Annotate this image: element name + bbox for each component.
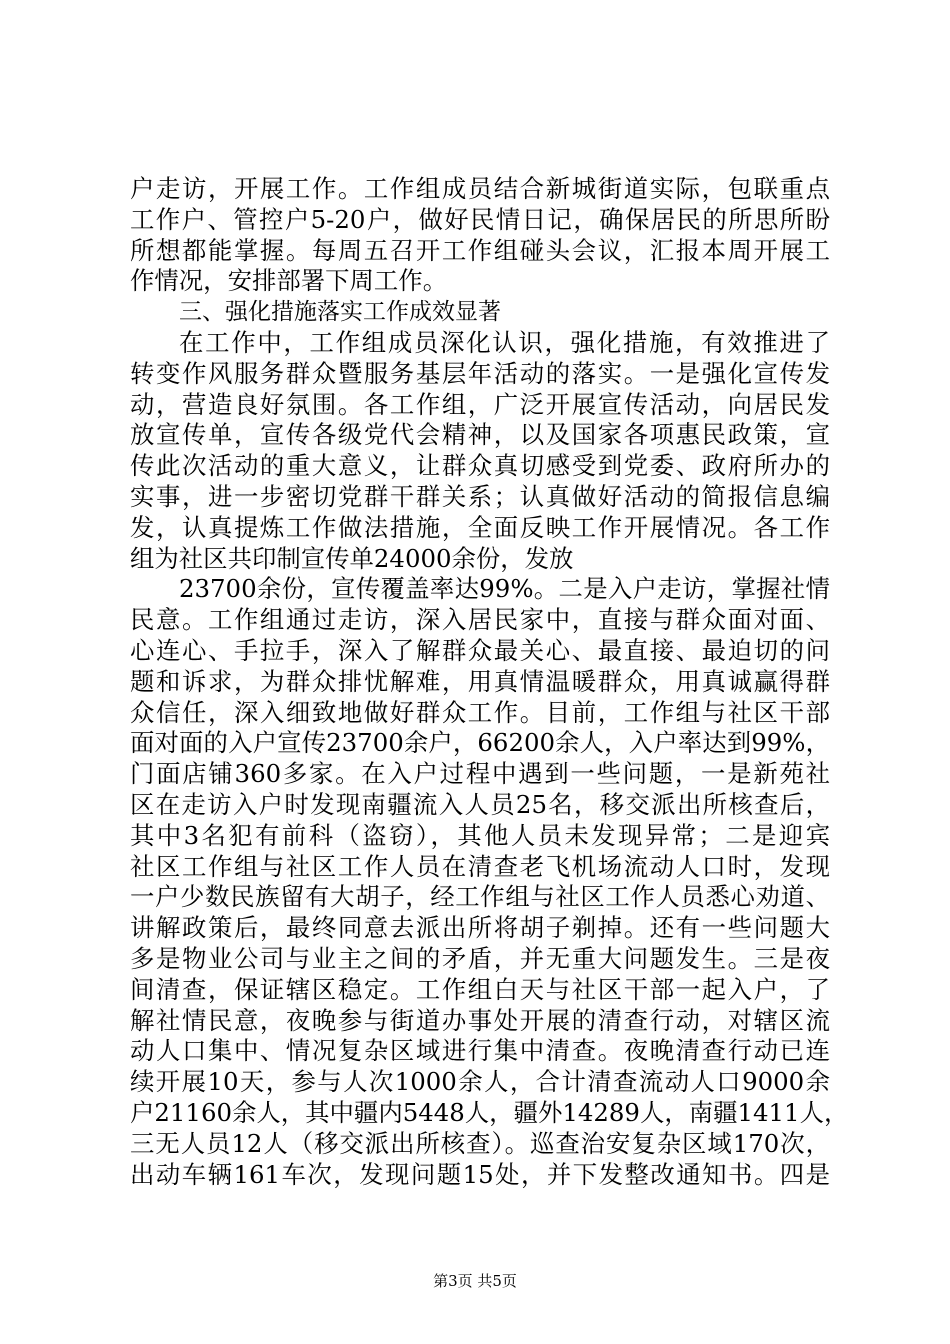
text-line: 间清查，保证辖区稳定。工作组白天与社区干部一起入户，了 — [130, 974, 830, 1004]
text-line: 门面店铺360多家。在入户过程中遇到一些问题，一是新苑社 — [130, 759, 830, 789]
text-line: 出动车辆161车次，发现问题15处，并下发整改通知书。四是 — [130, 1159, 830, 1189]
text-line: 23700余份，宣传覆盖率达99%。二是入户走访，掌握社情 — [179, 574, 830, 604]
text-line: 众信任，深入细致地做好群众工作。目前，工作组与社区干部 — [130, 697, 830, 727]
text-line: 续开展10天，参与人次1000余人，合计清查流动人口9000余 — [130, 1067, 830, 1097]
section-heading: 三、强化措施落实工作成效显著 — [179, 299, 501, 326]
text-line: 传此次活动的重大意义，让群众真切感受到党委、政府所办的 — [130, 451, 830, 481]
text-line: 所想都能掌握。每周五召开工作组碰头会议，汇报本周开展工 — [130, 235, 830, 265]
text-line: 户走访，开展工作。工作组成员结合新城街道实际，包联重点 — [130, 174, 830, 203]
page-number: 第3页 共5页 — [433, 1272, 517, 1290]
text-line: 题和诉求，为群众排忧解难，用真情温暖群众，用真诚赢得群 — [130, 666, 830, 696]
text-line: 发，认真提炼工作做法措施，全面反映工作开展情况。各工作 — [130, 512, 830, 542]
text-line: 多是物业公司与业主之间的矛盾，并无重大问题发生。三是夜 — [130, 943, 830, 973]
text-line: 区在走访入户时发现南疆流入人员25名，移交派出所核查后， — [130, 789, 830, 819]
text-line: 三无人员12人（移交派出所核查）。巡查治安复杂区域170次， — [130, 1128, 830, 1158]
text-line: 社区工作组与社区工作人员在清查老飞机场流动人口时，发现 — [130, 851, 830, 881]
text-line: 民意。工作组通过走访，深入居民家中，直接与群众面对面、 — [130, 605, 830, 635]
text-line: 实事，进一步密切党群干群关系；认真做好活动的简报信息编 — [130, 481, 830, 511]
text-line: 一户少数民族留有大胡子，经工作组与社区工作人员悉心劝道、 — [130, 882, 830, 912]
text-line: 动人口集中、情况复杂区域进行集中清查。夜晚清查行动已连 — [130, 1036, 830, 1066]
text-line: 面对面的入户宣传23700余户，66200余人，入户率达到99%， — [130, 728, 830, 758]
text-line: 放宣传单，宣传各级党代会精神，以及国家各项惠民政策，宣 — [130, 420, 830, 450]
body-text — [130, 174, 849, 1190]
text-line: 工作户、管控户5-20户，做好民情日记，确保居民的所思所盼 — [130, 204, 830, 234]
text-line: 心连心、手拉手，深入了解群众最关心、最直接、最迫切的问 — [130, 635, 830, 665]
text-line: 动，营造良好氛围。各工作组，广泛开展宣传活动，向居民发 — [130, 389, 830, 419]
text-line: 转变作风服务群众暨服务基层年活动的落实。一是强化宣传发 — [130, 358, 830, 388]
text-line: 讲解政策后，最终同意去派出所将胡子剃掉。还有一些问题大 — [130, 913, 830, 943]
text-line: 其中3名犯有前科（盗窃），其他人员未发现异常；二是迎宾 — [130, 820, 830, 850]
text-line: 作情况，安排部署下周工作。 — [130, 266, 448, 296]
text-line: 户21160余人，其中疆内5448人，疆外14289人，南疆1411人， — [130, 1097, 849, 1127]
text-line: 解社情民意，夜晚参与街道办事处开展的清查行动，对辖区流 — [130, 1005, 830, 1035]
text-line: 组为社区共印制宣传单24000余份，发放 — [130, 543, 574, 573]
text-line: 在工作中，工作组成员深化认识，强化措施，有效推进了 — [179, 327, 830, 357]
